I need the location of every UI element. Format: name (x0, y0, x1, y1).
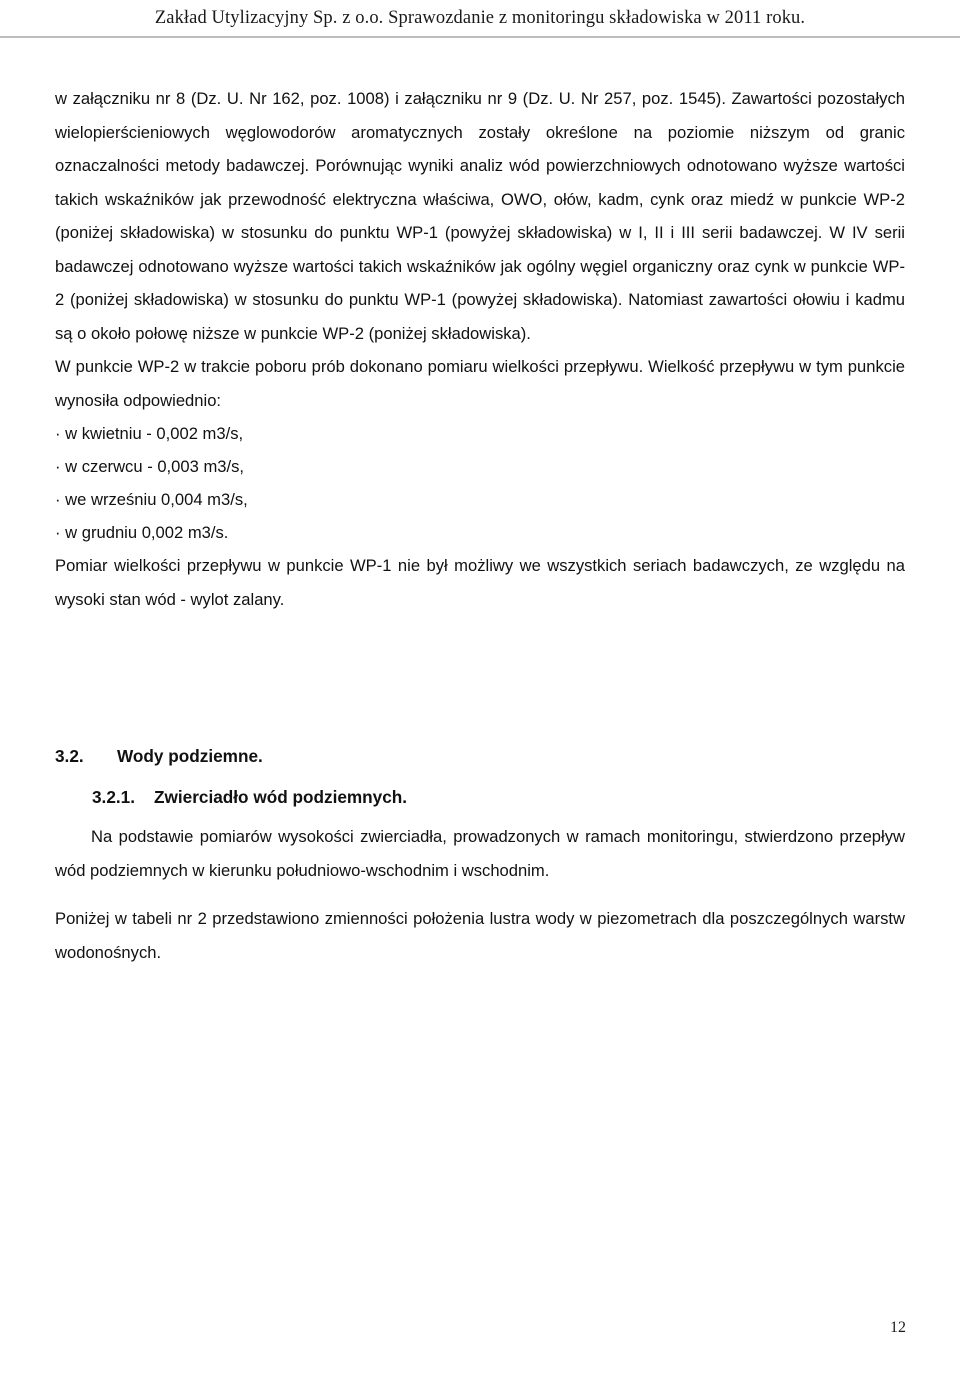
body-paragraph-2: W punkcie WP-2 w trakcie poboru prób dokonano pomiaru wielkości przepływu. Wielkość przepływu w tym punkcie wynosiła odpowiednio: (55, 357, 905, 410)
body-paragraph-3: Pomiar wielkości przepływu w punkcie WP-1 nie był możliwy we wszystkich seriach badawczych, ze względu na wysoki stan wód - wylot zalany. (55, 556, 905, 609)
page-header: Zakład Utylizacyjny Sp. z o.o. Sprawozdanie z monitoringu składowiska w 2011 roku. (154, 8, 806, 28)
page-number: 12 (890, 1319, 906, 1336)
page-content (55, 82, 905, 970)
list-item: · w grudniu 0,002 m3/s. (55, 523, 229, 542)
header-divider (0, 36, 960, 38)
section-number: 3.2.1. (92, 787, 136, 807)
section-number: 3.2. (55, 746, 84, 766)
section-heading-3-2-1 (92, 782, 905, 812)
section-title: Wody podziemne. (117, 746, 263, 766)
section-paragraph-1: Na podstawie pomiarów wysokości zwierciadła, prowadzonych w ramach monitoringu, stwierdzono przepływ wód podziemnych w kierunku południowo-wschodnim i wschodnim. (55, 827, 905, 880)
body-paragraph-1: w załączniku nr 8 (Dz. U. Nr 162, poz. 1008) i załączniku nr 9 (Dz. U. Nr 257, poz. 1545). Zawartości pozostałych wielopierścieniowych węglowodorów aromatycznych zostały określone na poziomie niższym od granic oznaczalności metody badawczej. Porównując wyniki analiz wód powierzchniowych odnotowano wyższe wartości takich wskaźników jak przewodność elektryczna właściwa, OWO, ołów, kadm, cynk oraz miedź w punkcie WP-2 (poniżej składowiska) w stosunku do punktu WP-1 (powyżej składowiska) w I, II i III serii badawczej. W IV serii badawczej odnotowano wyższe wartości takich wskaźników jak ogólny węgiel organiczny oraz cynk w punkcie WP-2 (poniżej składowiska) w stosunku do punktu WP-1 (powyżej składowiska). Natomiast zawartości ołowiu i kadmu są o około połowę niższe w punkcie WP-2 (poniżej składowiska). (55, 89, 905, 343)
list-item: · we wrześniu 0,004 m3/s, (55, 490, 248, 509)
section-paragraph-2: Poniżej w tabeli nr 2 przedstawiono zmienności położenia lustra wody w piezometrach dla poszczególnych warstw wodonośnych. (55, 909, 905, 962)
section-title: Zwierciadło wód podziemnych. (154, 787, 408, 807)
section-heading-3-2 (55, 740, 905, 772)
flow-list (55, 417, 905, 549)
list-item: · w kwietniu - 0,002 m3/s, (55, 424, 244, 443)
list-item: · w czerwcu - 0,003 m3/s, (55, 457, 245, 476)
